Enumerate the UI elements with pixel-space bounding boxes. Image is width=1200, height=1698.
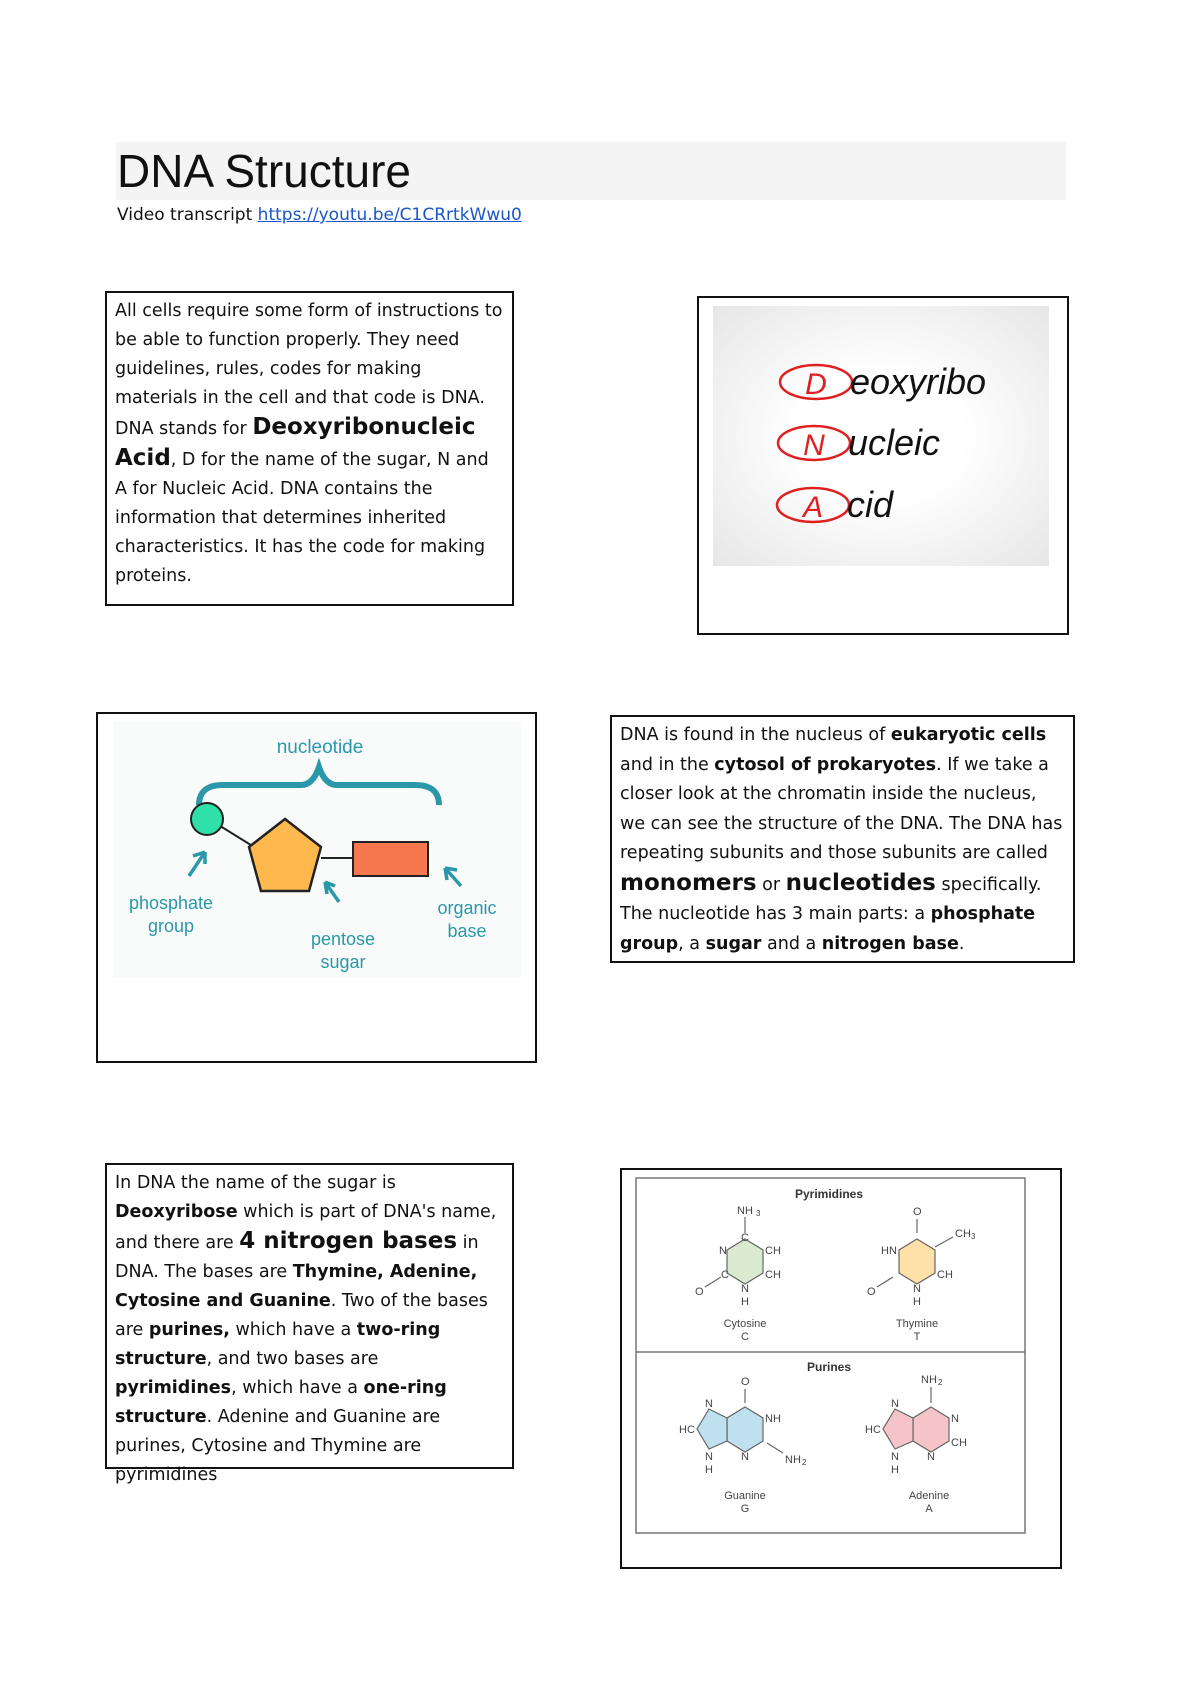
text-run: . Two of the bases are bbox=[115, 1291, 488, 1340]
atom-label: CH bbox=[765, 1269, 781, 1281]
atom-label: O bbox=[741, 1376, 750, 1388]
bold-run: two-ring structure bbox=[115, 1320, 441, 1369]
intro-text-box bbox=[105, 291, 514, 606]
big-run: nucleotides bbox=[785, 869, 936, 896]
bold-run: pyrimidines bbox=[115, 1378, 232, 1398]
bold-run: cytosol of prokaryotes bbox=[714, 754, 937, 775]
bases-diagram-box bbox=[620, 1168, 1062, 1569]
acronym-word-n: ucleic bbox=[848, 422, 941, 463]
atom-subscript: 3 bbox=[756, 1209, 761, 1218]
atom-label: N bbox=[741, 1451, 749, 1463]
base-rectangle bbox=[353, 842, 428, 876]
text-run: which have a bbox=[229, 1320, 357, 1340]
acronym-row-d bbox=[780, 361, 986, 402]
atom-label: N bbox=[705, 1398, 713, 1410]
big-run: monomers bbox=[620, 869, 757, 896]
text-run: In DNA the name of the sugar is bbox=[115, 1173, 396, 1193]
text-run: or bbox=[756, 874, 786, 895]
bold-run: Deoxyribose bbox=[115, 1202, 238, 1222]
thymine-name: Thymine bbox=[895, 1318, 939, 1330]
label-group: group bbox=[147, 916, 195, 936]
sugar-pentagon bbox=[249, 819, 321, 891]
adenine-letter: A bbox=[925, 1503, 933, 1515]
atom-label: C bbox=[721, 1269, 729, 1281]
atom-label: N bbox=[891, 1398, 899, 1410]
nucleotide-svg bbox=[113, 722, 521, 978]
text-run: and a bbox=[761, 933, 822, 954]
acronym-word-a: cid bbox=[847, 484, 894, 525]
text-run: . bbox=[958, 933, 965, 954]
text-run: specifically. The nucleotide has 3 main parts: a bbox=[620, 874, 1042, 924]
text-run: , a bbox=[678, 933, 706, 954]
subtitle bbox=[117, 203, 522, 227]
dna-full-name: Deoxyribonucleic Acid bbox=[115, 414, 476, 471]
bold-run: phosphate group bbox=[620, 904, 1036, 954]
atom-label: O bbox=[913, 1206, 922, 1218]
label-phosphate: phosphate bbox=[128, 893, 214, 913]
atom-label: N bbox=[927, 1451, 935, 1463]
text-run: and in the bbox=[620, 754, 715, 775]
atom-label: CH bbox=[951, 1437, 967, 1449]
phosphate-circle bbox=[191, 803, 223, 835]
guanine-letter: G bbox=[740, 1503, 750, 1515]
atom-label: N bbox=[705, 1451, 713, 1463]
atom-label: H bbox=[705, 1464, 713, 1476]
purines-title: Purines bbox=[806, 1360, 852, 1374]
bold-run: Thymine, Adenine, Cytosine and Guanine bbox=[115, 1262, 478, 1311]
acronym-word-d: eoxyribo bbox=[850, 361, 987, 402]
page-title: DNA Structure bbox=[117, 145, 411, 197]
atom-label: H bbox=[913, 1296, 921, 1308]
atom-label: H bbox=[741, 1296, 749, 1308]
nucleotide-label: nucleotide bbox=[276, 737, 364, 758]
bold-run: one-ring structure bbox=[115, 1378, 447, 1427]
atom-label: N bbox=[891, 1451, 899, 1463]
cytosine-letter: C bbox=[741, 1331, 749, 1343]
text-run: , which have a bbox=[231, 1378, 364, 1398]
text-run: in DNA. The bases are bbox=[115, 1233, 479, 1282]
text-run: . Adenine and Guanine are purines, Cytosine and Thymine are pyrimidines bbox=[115, 1407, 441, 1485]
acronym-letter-d: D bbox=[805, 368, 827, 401]
text-run: which is part of DNA's name, and there are bbox=[115, 1202, 497, 1253]
atom-subscript: 2 bbox=[938, 1378, 943, 1387]
intro-text-rest: , D for the name of the sugar, N and A for Nucleic Acid. DNA contains the information that determines inherited characteristics. It has the code for making proteins. bbox=[115, 450, 489, 586]
nucleotide-diagram-box bbox=[96, 712, 537, 1063]
text-run: DNA is found in the nucleus of bbox=[620, 725, 891, 745]
text-run: . If we take a closer look at the chromatin inside the nucleus, we can see the structure of the DNA. The DNA has repeating subunits and those subunits are called bbox=[620, 754, 1063, 863]
thymine-letter: T bbox=[913, 1331, 921, 1343]
atom-label: CH bbox=[937, 1269, 953, 1281]
bold-run: sugar bbox=[705, 933, 762, 954]
atom-label: H bbox=[891, 1464, 899, 1476]
acronym-letter-n: N bbox=[803, 429, 825, 462]
label-organic: organic bbox=[437, 898, 497, 918]
atom-label: HC bbox=[679, 1424, 695, 1436]
atom-label: NH bbox=[737, 1205, 753, 1217]
atom-label: NH bbox=[785, 1454, 801, 1466]
acronym-row-a bbox=[777, 484, 894, 525]
atom-label: C bbox=[741, 1232, 749, 1244]
big-run: 4 nitrogen bases bbox=[239, 1228, 458, 1254]
subtitle-prefix: Video transcript bbox=[117, 205, 258, 225]
text-run: , and two bases are bbox=[206, 1349, 379, 1369]
atom-label: HC bbox=[865, 1424, 881, 1436]
bold-run: nitrogen base bbox=[821, 933, 959, 954]
adenine-name: Adenine bbox=[908, 1490, 950, 1502]
cytosine-name: Cytosine bbox=[723, 1318, 767, 1330]
bases-text-box bbox=[105, 1163, 514, 1485]
atom-label: O bbox=[695, 1286, 704, 1298]
acronym-image bbox=[713, 306, 1049, 566]
acronym-svg bbox=[713, 306, 1049, 566]
nucleotide-text-box bbox=[610, 715, 1075, 963]
label-sugar: sugar bbox=[320, 952, 366, 972]
atom-label: N bbox=[913, 1283, 921, 1295]
intro-text: All cells require some form of instructions to be able to function properly. They need guidelines, rules, codes for making materials in the cell and that code is DNA. DNA stands for bbox=[115, 301, 503, 439]
atom-label: CH bbox=[765, 1245, 781, 1257]
video-link[interactable]: https://youtu.be/C1CRrtkWwu0 bbox=[257, 205, 522, 225]
atom-subscript: 2 bbox=[802, 1458, 807, 1467]
nucleotide-diagram bbox=[113, 722, 521, 978]
bold-run: purines, bbox=[148, 1320, 230, 1340]
brace-icon bbox=[199, 767, 439, 805]
label-base: base bbox=[447, 921, 487, 941]
bases-svg bbox=[635, 1177, 1027, 1535]
atom-label: HN bbox=[881, 1245, 897, 1257]
atom-label: N bbox=[719, 1245, 727, 1257]
atom-label: NH bbox=[765, 1413, 781, 1425]
acronym-letter-a: A bbox=[802, 491, 824, 524]
atom-label: O bbox=[867, 1286, 876, 1298]
atom-label: NH bbox=[921, 1374, 937, 1386]
atom-label: CH bbox=[955, 1228, 971, 1240]
atom-label: N bbox=[741, 1283, 749, 1295]
atom-label: N bbox=[951, 1413, 959, 1425]
bold-run: eukaryotic cells bbox=[890, 725, 1047, 745]
acronym-row-n bbox=[778, 422, 940, 463]
pyrimidines-title: Pyrimidines bbox=[794, 1187, 864, 1201]
guanine-name: Guanine bbox=[724, 1490, 766, 1502]
acronym-image-box bbox=[697, 296, 1069, 635]
label-pentose: pentose bbox=[310, 929, 376, 949]
atom-subscript: 3 bbox=[971, 1232, 976, 1241]
